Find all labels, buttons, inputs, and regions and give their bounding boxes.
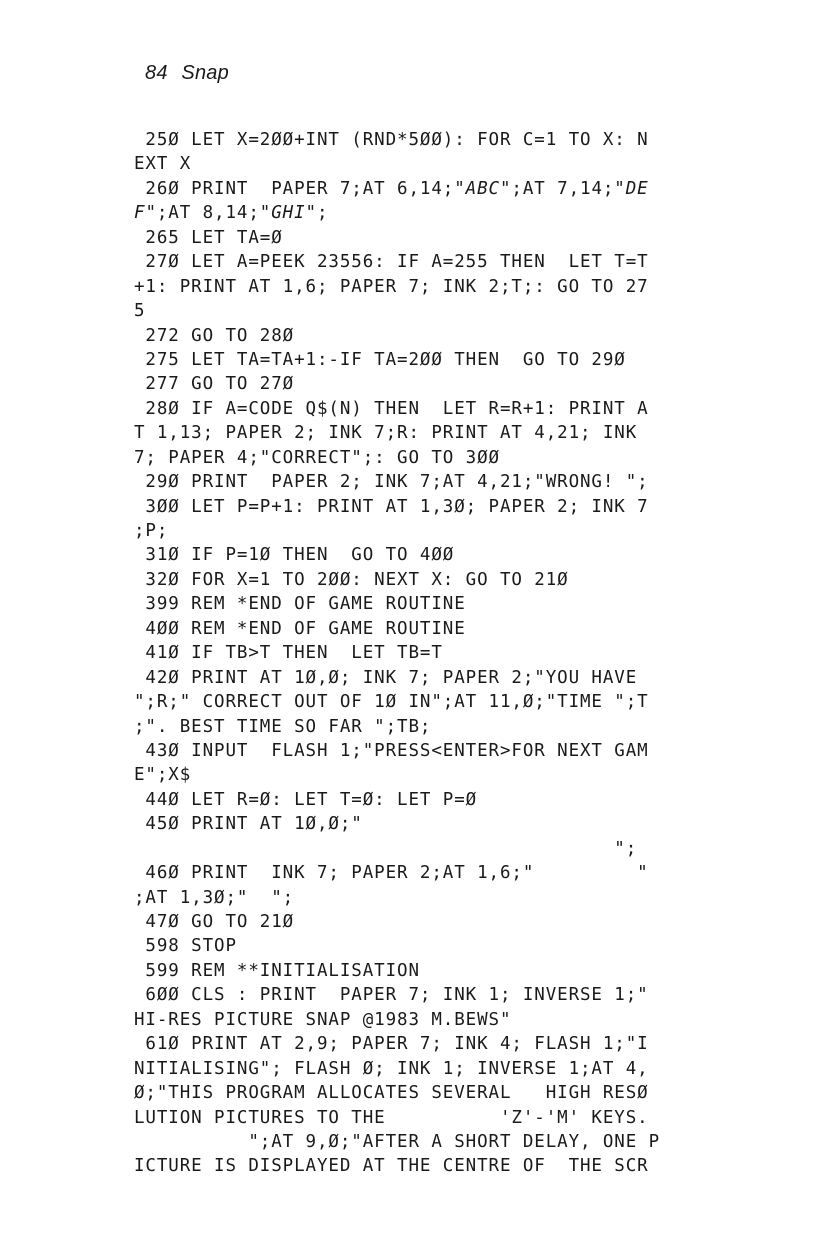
code-line: ";R;" CORRECT OUT OF 1Ø IN";AT 11,Ø;"TIME ";T — [134, 692, 649, 713]
code-line: ;AT 1,3Ø;" "; — [134, 887, 295, 908]
basic-program-listing — [134, 128, 774, 1179]
running-title: Snap — [181, 62, 229, 84]
code-line: E";X$ — [134, 765, 192, 786]
code-line: ICTURE IS DISPLAYED AT THE CENTRE OF THE SCR — [134, 1156, 649, 1177]
code-line: 7; PAPER 4;"CORRECT";: GO TO 3ØØ — [134, 447, 500, 468]
code-line: 28Ø IF A=CODE Q$(N) THEN LET R=R+1: PRINT A — [134, 398, 649, 419]
code-line: 43Ø INPUT FLASH 1;"PRESS<ENTER>FOR NEXT GAM — [134, 740, 649, 761]
code-line: HI-RES PICTURE SNAP @1983 M.BEWS" — [134, 1009, 512, 1030]
code-line: 26Ø PRINT PAPER 7;AT 6,14;"ABC";AT 7,14;"DE — [134, 178, 649, 199]
code-line: 4ØØ REM *END OF GAME ROUTINE — [134, 618, 466, 639]
code-line: 399 REM *END OF GAME ROUTINE — [134, 594, 466, 615]
code-line: 25Ø LET X=2ØØ+INT (RND*5ØØ): FOR C=1 TO X: N — [134, 130, 649, 150]
code-line: 61Ø PRINT AT 2,9; PAPER 7; INK 4; FLASH 1;"I — [134, 1034, 649, 1055]
code-line: 29Ø PRINT PAPER 2; INK 7;AT 4,21;"WRONG! "; — [134, 472, 649, 493]
code-line: 3ØØ LET P=P+1: PRINT AT 1,3Ø; PAPER 2; INK 7 — [134, 496, 649, 517]
code-line: 6ØØ CLS : PRINT PAPER 7; INK 1; INVERSE 1;" — [134, 985, 649, 1006]
code-line: 5 — [134, 301, 146, 322]
code-line: 265 LET TA=Ø — [134, 227, 283, 248]
code-line: 44Ø LET R=Ø: LET T=Ø: LET P=Ø — [134, 789, 478, 810]
code-line: 46Ø PRINT INK 7; PAPER 2;AT 1,6;" " — [134, 863, 649, 884]
code-line: 598 STOP — [134, 936, 237, 957]
code-line: 41Ø IF TB>T THEN LET TB=T — [134, 643, 443, 664]
code-line: 42Ø PRINT AT 1Ø,Ø; INK 7; PAPER 2;"YOU HAVE — [134, 667, 638, 688]
code-line: 31Ø IF P=1Ø THEN GO TO 4ØØ — [134, 545, 455, 566]
code-line: EXT X — [134, 154, 192, 175]
code-line: 32Ø FOR X=1 TO 2ØØ: NEXT X: GO TO 21Ø — [134, 569, 569, 590]
code-line: F";AT 8,14;"GHI"; — [134, 203, 329, 224]
code-line: NITIALISING"; FLASH Ø; INK 1; INVERSE 1;AT 4, — [134, 1058, 649, 1079]
code-line: +1: PRINT AT 1,6; PAPER 7; INK 2;T;: GO TO 27 — [134, 276, 649, 297]
code-line: ;P; — [134, 521, 169, 541]
code-line: "; — [134, 838, 638, 859]
code-line: 27Ø LET A=PEEK 23556: IF A=255 THEN LET T=T — [134, 252, 649, 273]
code-line: 275 LET TA=TA+1:-IF TA=2ØØ THEN GO TO 29Ø — [134, 349, 626, 370]
code-line: 272 GO TO 28Ø — [134, 325, 295, 346]
code-line: ";AT 9,Ø;"AFTER A SHORT DELAY, ONE P — [134, 1131, 661, 1152]
code-line: 277 GO TO 27Ø — [134, 374, 295, 395]
code-line: T 1,13; PAPER 2; INK 7;R: PRINT AT 4,21; INK — [134, 423, 638, 444]
code-line: Ø;"THIS PROGRAM ALLOCATES SEVERAL HIGH RESØ — [134, 1083, 649, 1104]
code-line: 45Ø PRINT AT 1Ø,Ø;" — [134, 814, 363, 835]
code-line: 47Ø GO TO 21Ø — [134, 912, 295, 932]
page-number: 84 — [145, 62, 168, 84]
code-line: LUTION PICTURES TO THE 'Z'-'M' KEYS. — [134, 1107, 649, 1128]
page-header — [145, 62, 229, 85]
code-line: 599 REM **INITIALISATION — [134, 960, 420, 981]
code-line: ;". BEST TIME SO FAR ";TB; — [134, 716, 432, 737]
